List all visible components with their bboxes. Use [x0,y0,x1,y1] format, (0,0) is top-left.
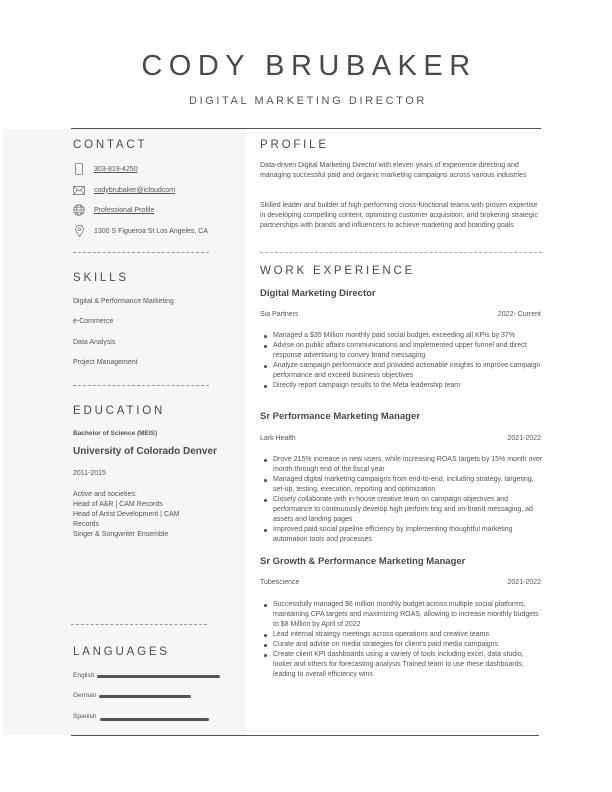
contact-heading: CONTACT [73,139,148,151]
profile-link[interactable]: Professional Profile [94,206,155,214]
address-text: 1300 S Figueroa St Los Angeles, CA [94,227,209,235]
education-years: 2011-2015 [73,470,106,477]
job-title: Sr Growth & Performance Marketing Manager [260,556,466,567]
job-bullet: Managed a $35 Million monthly paid social budget, exceeding all KPIs by 37% [264,331,544,341]
job-bullet: Analyze campaign performance and provided actionable insights to improve campaign performance and exceed business objectives [264,361,544,381]
education-societies [73,490,203,540]
job-bullet: Managed digital marketing campaigns from end-to-end, including strategy, targeting, set-up, testing, execution, reporting and optimization [264,475,544,495]
job-bullet: Directly report campaign results to the Meta leadership team [264,381,544,391]
language-english [73,672,220,679]
job-bullets [264,455,544,545]
language-german [73,692,191,699]
phone-icon [73,163,85,175]
education-divider [71,624,207,625]
societies-line: Head of A&R | CAM Records [73,501,163,508]
contact-divider [73,252,209,253]
societies-line: Head of Artist Development | CAM Records [73,511,180,528]
language-level-bar [99,695,191,698]
skills-divider [73,385,209,386]
job-company: Sia Partners [260,311,299,318]
job-bullet: Lead internal strategy meetings across operations and creative teams [264,630,544,640]
job-bullets [264,331,544,391]
languages-heading: LANGUAGES [73,646,170,658]
job-bullet: Successfully managed $6 million monthly budget across multiple social platforms, maintaining CPA targets and maximizing ROAS, allowing to increase monthly budgets to $8 Million by April of 2022 [264,600,544,630]
language-spanish [73,713,209,720]
job-title: Digital Marketing Director [260,288,376,299]
contact-profile[interactable] [73,204,154,216]
education-degree: Bachelor of Science (MEIS) [73,430,158,437]
globe-icon [73,204,85,216]
contact-address [73,225,208,237]
language-level-bar [100,718,209,721]
experience-heading: WORK EXPERIENCE [260,265,416,277]
language-name: Spanish [73,713,97,720]
skill-item: Digital & Performance Marketing [73,298,174,305]
location-pin-icon [73,225,85,237]
bottom-divider [71,735,539,736]
profile-paragraph: Data-driven Digital Marketing Director with eleven years of experience directing and managing successful paid and organic marketing campaigns across various industries [260,162,527,179]
education-heading: EDUCATION [73,405,166,417]
job-company: Tubescience [260,579,300,586]
job-company: Lark Health [260,435,296,442]
candidate-name: CODY BRUBAKER [141,50,477,82]
job-bullet: Closely collaborate with in-house creative team on campaign objectives and performance to continuously develop high perform ting and on-brand messaging, ad assets and landing pages [264,495,544,525]
skill-item: e-Commerce [73,318,114,325]
job-bullets [264,600,544,680]
email-link[interactable]: codybrubaker@icloudcom [94,186,176,194]
language-name: German [73,692,97,699]
profile-divider [260,252,542,253]
job-meta [260,435,541,442]
job-dates: 2021-2022 [507,435,541,442]
language-name: English [73,672,95,679]
societies-line: Active and societies: [73,491,137,498]
job-dates: 2021-2022 [507,579,541,586]
contact-phone[interactable] [73,163,138,175]
job-bullet: Create client KPI dashboards using a variety of tools including excel, data studio, looker and others for forecasting analysis Trained team to use these dashboards, leading to overall efficiency wins [264,650,544,680]
language-level-bar [97,675,220,678]
skill-item: Data Analysis [73,339,116,346]
job-bullet: Drove 215% increase in new users, while increasing ROAS targets by 15% month over month through end of the fiscal year [264,455,544,475]
job-bullet: Improved paid social pipeline efficiency by implementing thoughtful marketing automation tools and processes [264,525,544,545]
contact-email[interactable] [73,184,175,196]
profile-paragraph: Skilled leader and builder of high-performing cross-functional teams with proven expertise in developing compelling content, optimizing customer acquisition, and brokering strategic partnerships with brands and influencers to achieve marketing and branding goals [260,202,538,229]
job-meta [260,579,541,586]
skills-heading: SKILLS [73,272,129,284]
societies-line: Singer & Songwriter Ensemble [73,531,169,538]
skill-item: Project Management [73,359,138,366]
job-title: Sr Performance Marketing Manager [260,411,420,422]
job-bullet: Advise on public affairs communications and implemented upper funnel and direct response advertising to convey brand messaging [264,341,544,361]
mail-icon [73,184,85,196]
education-school: University of Colorado Denver [73,446,217,457]
profile-heading: PROFILE [260,139,329,151]
job-dates: 2022- Current [497,311,541,318]
candidate-title: DIGITAL MARKETING DIRECTOR [189,95,427,107]
job-bullet: Curate and advise on media strategies for client's paid media campaigns [264,640,544,650]
phone-link[interactable]: 303-819-4250 [94,165,138,173]
job-meta [260,311,541,318]
